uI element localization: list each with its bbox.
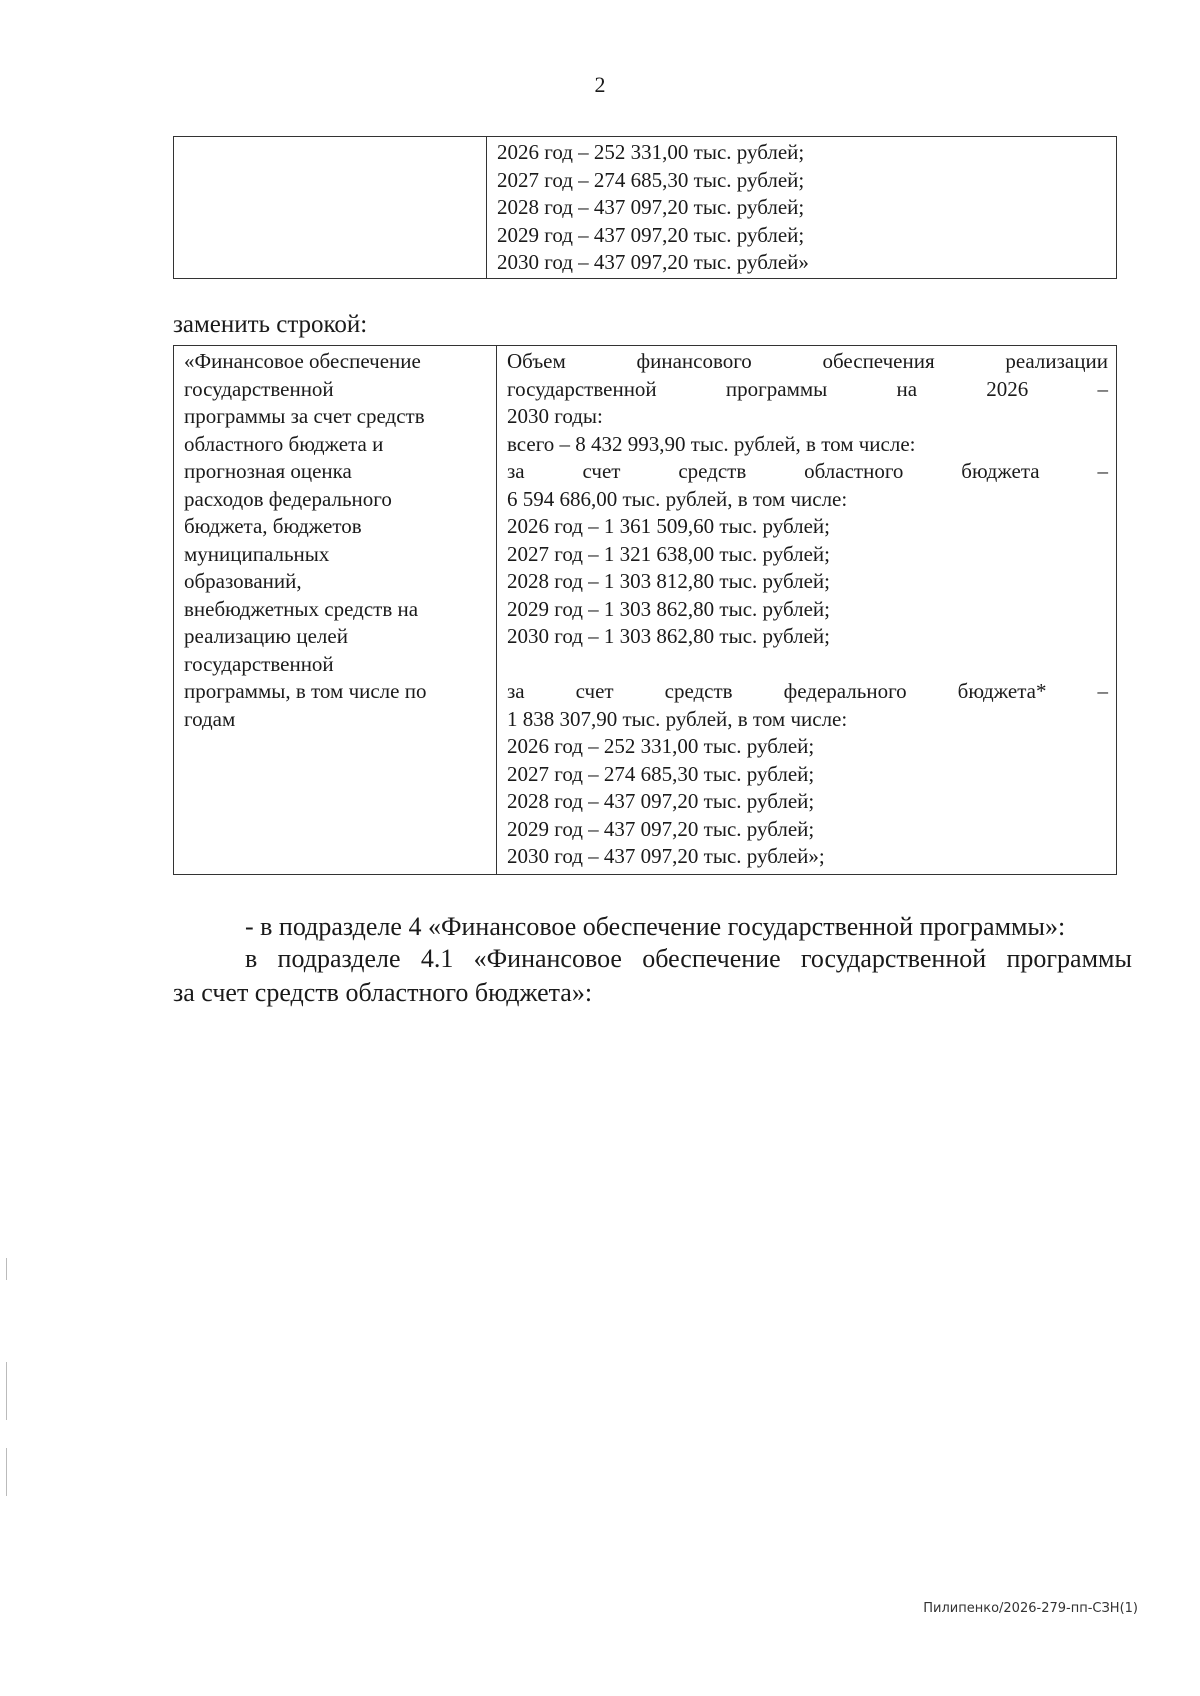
left-cell-line: образований,: [184, 569, 302, 593]
left-cell-line: прогнозная оценка: [184, 459, 352, 483]
left-cell-line: «Финансовое обеспечение: [184, 349, 421, 373]
left-cell-line: государственной: [184, 376, 334, 401]
federal-year-line: 2027 год – 274 685,30 тыс. рублей;: [507, 761, 815, 786]
left-cell-line: программы за счет средств: [184, 404, 425, 428]
word: финансового: [636, 349, 752, 373]
left-cell-line: бюджета, бюджетов: [184, 514, 362, 538]
left-cell-line: годам: [184, 706, 236, 731]
regional-year-line: 2029 год – 1 303 862,80 тыс. рублей;: [507, 596, 831, 621]
word: 4.1: [420, 944, 454, 973]
total-line: всего – 8 432 993,90 тыс. рублей, в том числе:: [507, 431, 916, 456]
federal-year-line: 2030 год – 437 097,20 тыс. рублей»;: [507, 844, 825, 868]
replacement-row-left-cell: [174, 346, 497, 875]
replacement-row-table: [173, 345, 1117, 875]
word: «Финансовое: [473, 944, 622, 973]
replace-label: заменить строкой:: [173, 311, 368, 338]
left-cell-line: расходов федерального: [184, 486, 392, 511]
word: счет: [575, 679, 614, 703]
word: государственной: [507, 376, 657, 401]
word: обеспечение: [642, 944, 781, 973]
left-cell-line: муниципальных: [184, 541, 330, 566]
word: –: [1097, 459, 1108, 483]
replacement-row-right-cell: [497, 346, 1117, 875]
original-year-line: 2026 год – 252 331,00 тыс. рублей;: [497, 140, 805, 164]
left-cell-line: реализацию целей: [184, 624, 348, 648]
page-number: 2: [594, 72, 606, 97]
regional-year-line: 2027 год – 1 321 638,00 тыс. рублей;: [507, 541, 831, 566]
original-row-right-cell: [487, 137, 1117, 279]
document-code: Пилипенко/2026-279-пп-СЗН(1): [923, 1601, 1138, 1616]
left-cell-line: внебюджетных средств на: [184, 596, 419, 621]
regional-year-line: 2026 год – 1 361 509,60 тыс. рублей;: [507, 514, 831, 538]
word: обеспечения: [822, 349, 935, 373]
federal-budget-heading: [507, 678, 1108, 706]
word: областного: [804, 459, 904, 483]
word: за: [507, 459, 525, 483]
volume-line-2: [507, 376, 1108, 404]
word: подразделе: [277, 944, 401, 973]
word: бюджета: [961, 459, 1040, 483]
original-year-line: 2030 год – 437 097,20 тыс. рублей»: [497, 250, 809, 274]
federal-year-line: 2028 год – 437 097,20 тыс. рублей;: [507, 789, 815, 813]
federal-year-line: 2029 год – 437 097,20 тыс. рублей;: [507, 816, 815, 841]
paragraph-continuation: за счет средств областного бюджета»:: [173, 978, 593, 1007]
word: счет: [582, 459, 621, 483]
original-year-line: 2027 год – 274 685,30 тыс. рублей;: [497, 167, 805, 192]
word: в: [245, 944, 258, 973]
original-row-left-cell: [174, 137, 487, 279]
word: программы: [1006, 944, 1132, 973]
volume-line-1: [507, 348, 1108, 376]
left-cell-line: государственной: [184, 651, 334, 676]
word: –: [1097, 679, 1108, 703]
original-row-table: [173, 136, 1117, 279]
volume-line-3: 2030 годы:: [507, 404, 603, 428]
word: за: [507, 679, 525, 703]
original-year-line: 2028 год – 437 097,20 тыс. рублей;: [497, 195, 805, 219]
word: бюджета*: [957, 679, 1047, 703]
word: 2026: [986, 376, 1029, 401]
word: реализации: [1005, 349, 1108, 373]
paragraph-subsection-4: - в подразделе 4 «Финансовое обеспечение государственной программы»:: [245, 912, 1066, 941]
word: федерального: [783, 679, 907, 703]
word: средств: [664, 679, 733, 703]
scan-artifact: [6, 1258, 7, 1280]
scan-artifact: [6, 1362, 7, 1420]
word: на: [896, 376, 918, 401]
word: средств: [678, 459, 747, 483]
blank-line: [507, 651, 1108, 679]
federal-budget-total: 1 838 307,90 тыс. рублей, в том числе:: [507, 706, 848, 731]
left-cell-line: областного бюджета и: [184, 431, 384, 456]
word: программы: [725, 376, 828, 401]
regional-budget-total: 6 594 686,00 тыс. рублей, в том числе:: [507, 486, 848, 511]
original-year-line: 2029 год – 437 097,20 тыс. рублей;: [497, 222, 805, 247]
paragraph-subsection-4-1: [245, 944, 1132, 974]
word: Объем: [507, 349, 566, 373]
regional-year-line: 2030 год – 1 303 862,80 тыс. рублей;: [507, 624, 831, 648]
regional-budget-heading: [507, 458, 1108, 486]
word: государственной: [800, 944, 987, 973]
left-cell-line: программы, в том числе по: [184, 679, 427, 703]
federal-year-line: 2026 год – 252 331,00 тыс. рублей;: [507, 734, 815, 758]
word: –: [1097, 376, 1108, 401]
regional-year-line: 2028 год – 1 303 812,80 тыс. рублей;: [507, 569, 831, 593]
scan-artifact: [6, 1448, 7, 1496]
